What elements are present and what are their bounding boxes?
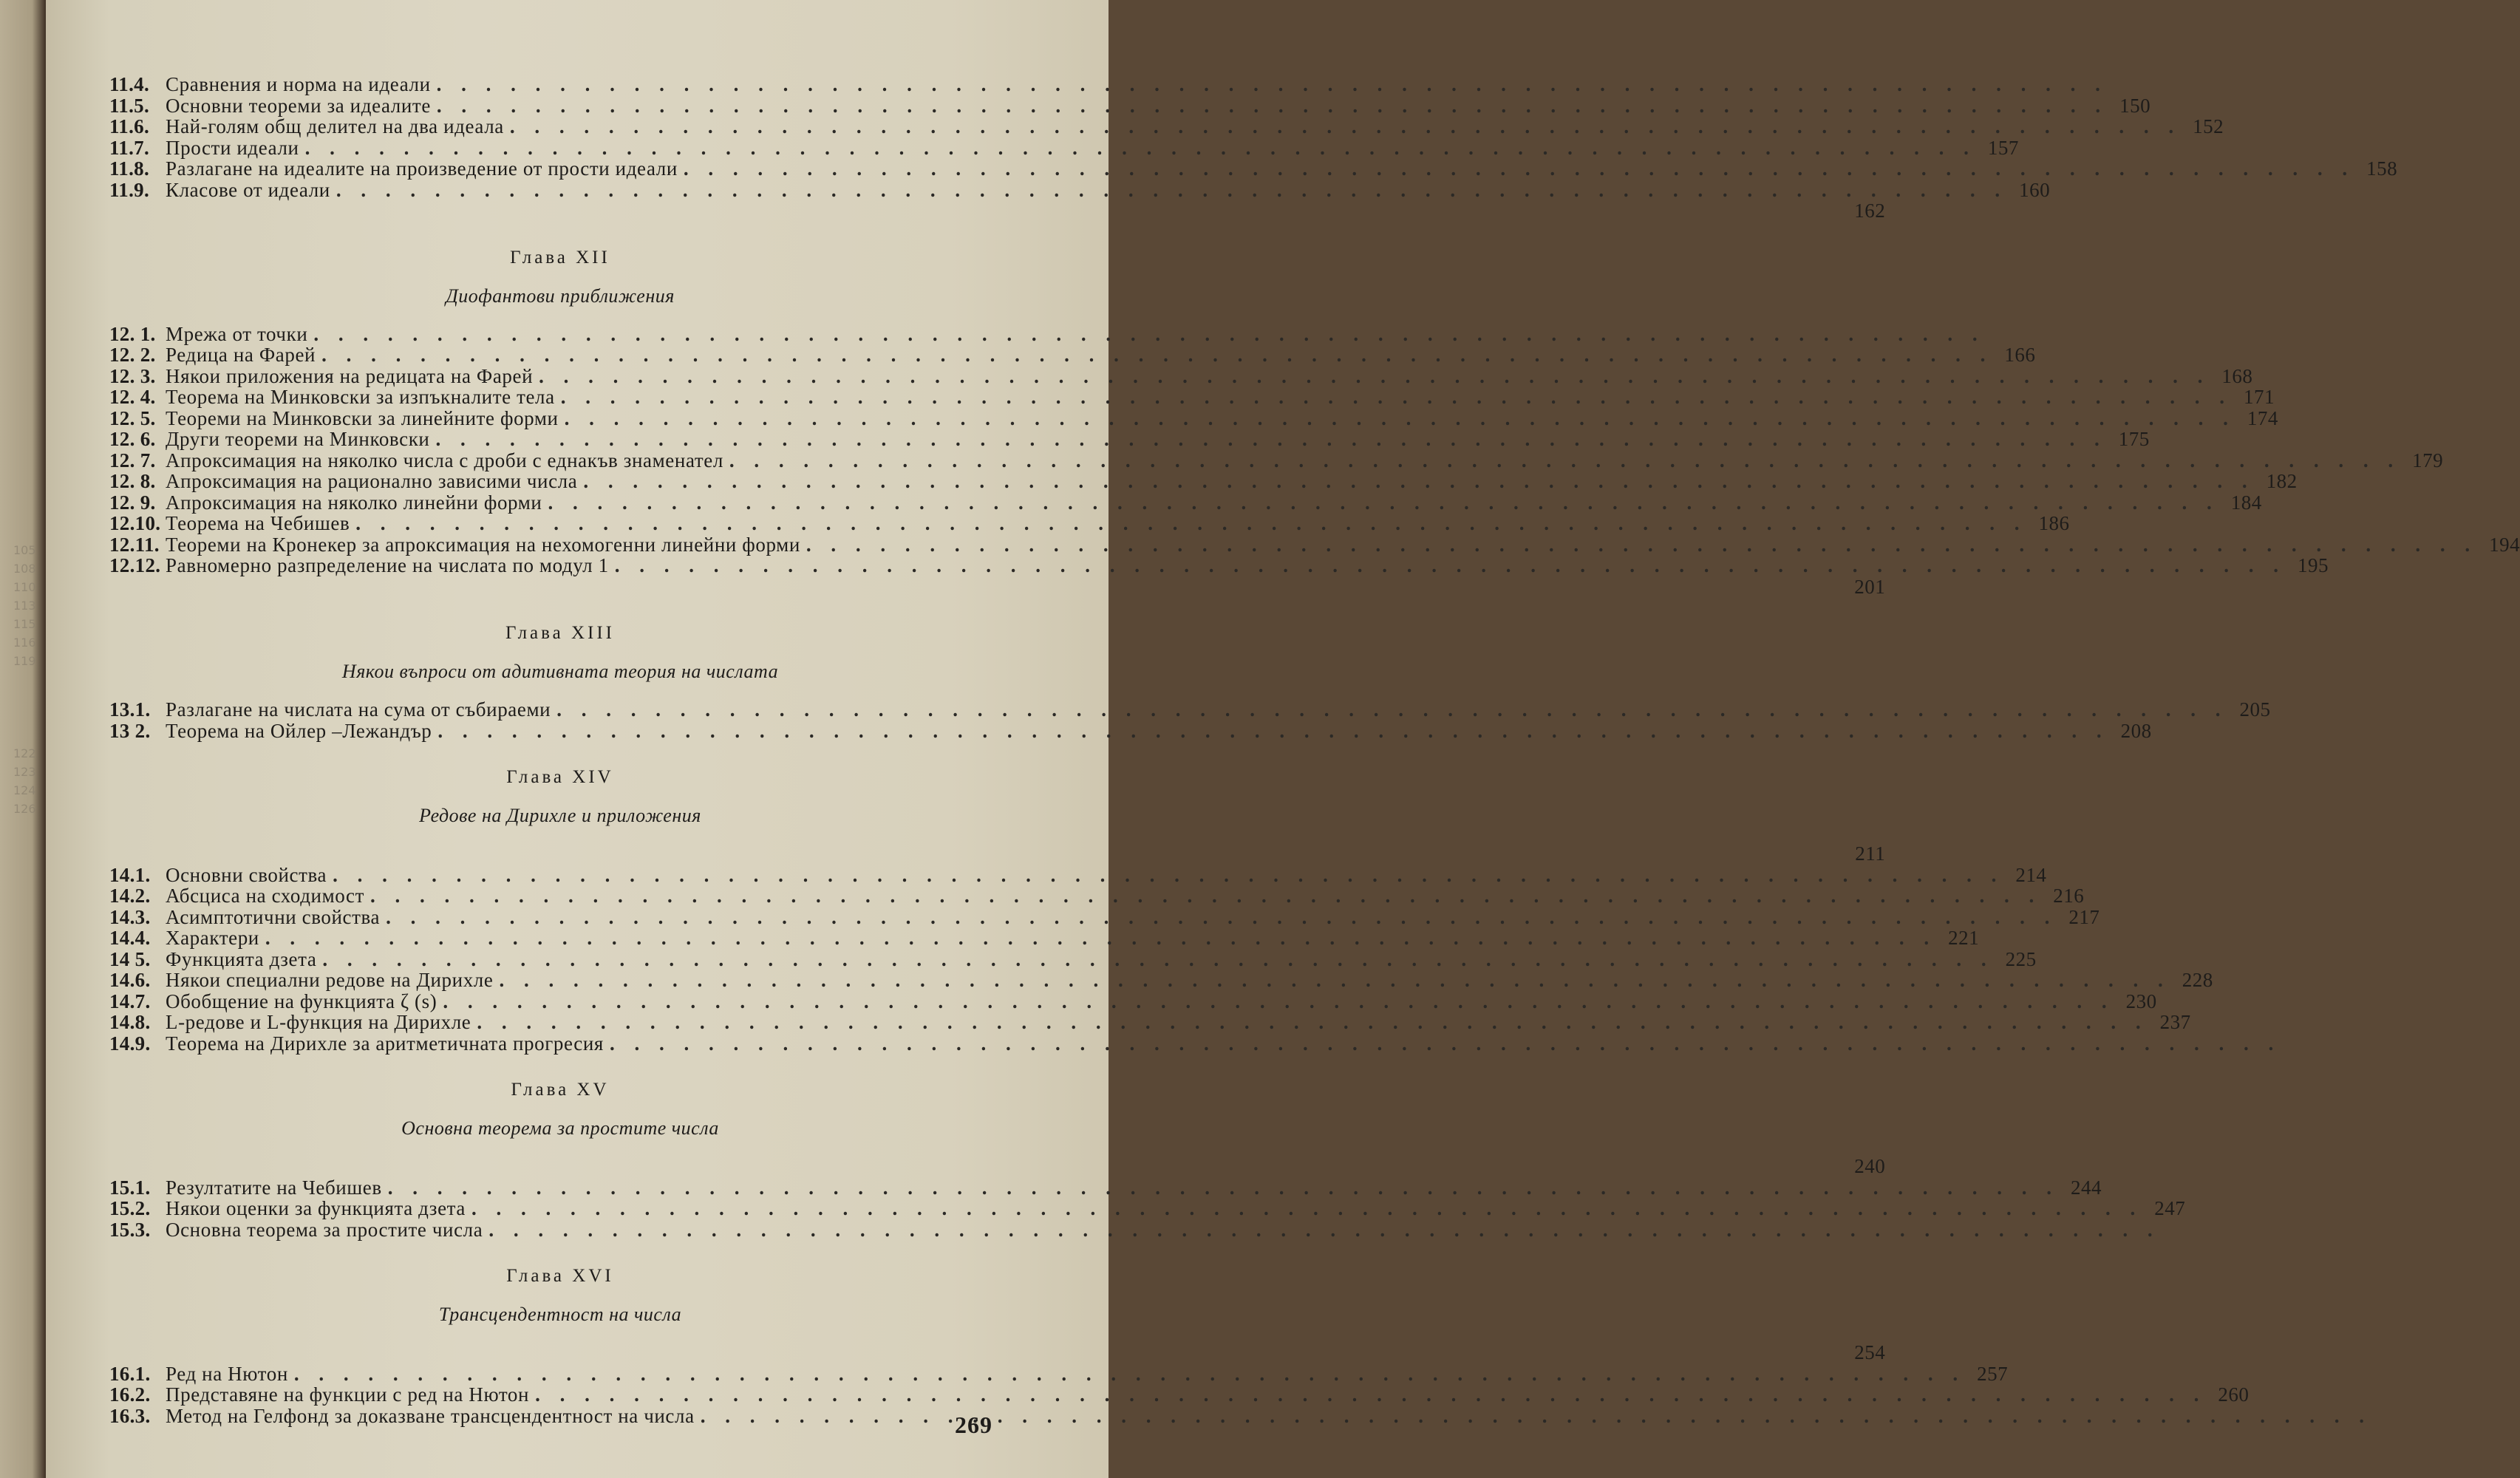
- page-reference: 260: [2218, 1383, 2250, 1406]
- chapter-heading: Глава XII: [510, 247, 610, 268]
- chapter-heading: Глава XVI: [506, 1266, 614, 1286]
- dot-leader: [432, 721, 2108, 742]
- page-reference: 158: [2366, 157, 2398, 180]
- dot-leader: [483, 1219, 2159, 1241]
- chapter-heading: Глава XV: [511, 1080, 610, 1100]
- dot-leader: [800, 534, 2477, 556]
- toc-entry: [109, 554, 2329, 576]
- dot-leader: [431, 74, 2108, 95]
- section-title: Представяне на функции с ред на Нютон: [166, 1383, 530, 1406]
- page-reference: 254: [1854, 1341, 1886, 1363]
- toc-entry: [109, 1197, 2186, 1219]
- section-title: Абсциса на сходимост: [166, 885, 365, 907]
- page-reference: 195: [2297, 554, 2329, 576]
- section-title: L-редове и L-функция на Дирихле: [166, 1011, 471, 1033]
- toc-entry: [109, 1011, 2191, 1033]
- toc-entry: [109, 200, 1886, 222]
- toc-entry: [109, 1176, 2102, 1199]
- section-number: 12. 9.: [109, 491, 156, 514]
- dot-leader: [609, 555, 2286, 576]
- toc-entry: [109, 491, 2262, 514]
- section-number: 11.9.: [109, 178, 150, 201]
- dot-leader: [678, 158, 2354, 180]
- dot-leader: [380, 907, 2057, 928]
- dot-leader: [259, 927, 1936, 949]
- section-title: Теорема на Дирихле за аритметичната прогресия: [166, 1032, 604, 1055]
- page-reference: 240: [1854, 1155, 1886, 1177]
- section-title: Редица на Фарей: [166, 344, 316, 366]
- toc-entry: [109, 512, 2070, 534]
- section-number: 12.11.: [109, 533, 160, 556]
- dot-leader: [695, 1406, 2371, 1427]
- chapter-title: Диофантови приближения: [446, 285, 675, 307]
- page-reference: 211: [1855, 842, 1886, 865]
- toc-entry: [109, 575, 1886, 598]
- dot-leader: [382, 1177, 2059, 1199]
- section-title: Теорема на Минковски за изпъкналите тела: [166, 386, 555, 408]
- toc-entry: [109, 1406, 981, 1427]
- margin-number: 116: [13, 636, 36, 650]
- section-number: 14.8.: [109, 1011, 151, 1033]
- section-title: Апроксимация на няколко линейни форми: [166, 491, 542, 514]
- dot-leader: [429, 429, 2106, 450]
- margin-number: 108: [13, 562, 36, 576]
- section-title: Равномерно разпределение на числата по модул 1: [166, 554, 609, 576]
- section-number: 16.1.: [109, 1362, 151, 1385]
- margin-number: 126: [13, 802, 36, 816]
- section-number: 11.6.: [109, 115, 150, 137]
- dot-leader: [577, 471, 2254, 492]
- section-number: 12. 1.: [109, 322, 156, 345]
- chapter-title: Някои въпроси от адитивната теория на числата: [341, 661, 779, 682]
- toc-entry: [109, 449, 2444, 471]
- margin-number: 122: [13, 746, 36, 760]
- page-reference: 166: [2004, 344, 2036, 366]
- page-reference: 162: [1854, 200, 1886, 222]
- toc-entry: [109, 842, 1886, 865]
- dot-leader: [350, 513, 2026, 534]
- toc-entry: [109, 406, 2278, 429]
- section-title: Асимптотични свойства: [166, 905, 381, 928]
- toc-entry: [109, 364, 2253, 387]
- page-reference: 184: [2230, 491, 2262, 514]
- toc-entry: [109, 344, 2036, 366]
- section-title: Мрежа от точки: [166, 322, 308, 345]
- dot-leader: [471, 1012, 2148, 1033]
- section-title: Основни свойства: [166, 863, 327, 886]
- section-number: 12. 6.: [109, 428, 156, 450]
- dot-leader: [493, 970, 2170, 991]
- section-title: Някои приложения на редицата на Фарей: [166, 364, 534, 387]
- section-number: 14.6.: [109, 969, 151, 991]
- page-reference: 175: [2118, 428, 2150, 450]
- section-title: Теорема на Чебишев: [166, 512, 350, 534]
- section-title: Теорема на Ойлер –Лежандър: [166, 719, 432, 742]
- chapter-heading: Глава XIV: [506, 767, 614, 787]
- section-number: 15.3.: [109, 1218, 151, 1241]
- margin-number: 124: [13, 783, 36, 797]
- left-page-edge: [0, 0, 46, 1478]
- section-title: Други теореми на Минковски: [166, 428, 430, 450]
- section-number: 14.4.: [109, 927, 151, 949]
- margin-number: 123: [13, 765, 36, 779]
- toc-entry: [109, 1362, 2009, 1385]
- page-reference: 160: [2019, 178, 2051, 201]
- section-title: Обобщение на функцията ζ (s): [166, 990, 437, 1012]
- dot-leader: [330, 180, 2007, 201]
- dot-leader: [559, 408, 2235, 429]
- section-number: 12. 2.: [109, 344, 156, 366]
- dot-leader: [437, 991, 2114, 1012]
- page-reference: 201: [1854, 575, 1886, 598]
- toc-entry: [109, 1219, 981, 1241]
- chapter-heading: Глава XIII: [505, 623, 615, 643]
- page-reference: 208: [2120, 719, 2152, 742]
- toc-entry: [109, 947, 2037, 970]
- dot-leader: [551, 699, 2227, 721]
- dot-leader: [431, 95, 2108, 117]
- dot-leader: [327, 865, 2003, 886]
- margin-number: 119: [13, 654, 36, 668]
- chapter-title: Трансцендентност на числа: [438, 1304, 682, 1325]
- section-number: 11.5.: [109, 94, 150, 117]
- section-number: 16.3.: [109, 1404, 151, 1427]
- dot-leader: [316, 949, 1993, 970]
- section-title: Прости идеали: [166, 136, 299, 159]
- page-reference: 171: [2243, 386, 2275, 408]
- section-title: Разлагане на числата на сума от събираеми: [166, 698, 551, 721]
- section-title: Теореми на Минковски за линейните форми: [166, 406, 559, 429]
- margin-number: 113: [13, 599, 36, 613]
- section-title: Някои оценки за функцията дзета: [166, 1197, 466, 1219]
- toc-entry: [109, 1155, 1886, 1177]
- section-title: Основна теорема за простите числа: [166, 1218, 483, 1241]
- toc-entry: [109, 74, 981, 95]
- page-reference: 244: [2070, 1176, 2102, 1199]
- toc-entry: [109, 863, 2047, 886]
- section-title: Метод на Гелфонд за доказване трансцендентност на числа: [166, 1404, 695, 1427]
- page-reference: 217: [2068, 905, 2100, 928]
- toc-entry: [109, 178, 2051, 201]
- section-number: 12.10.: [109, 512, 161, 534]
- dot-leader: [307, 324, 1984, 345]
- toc-entry: [109, 136, 2019, 159]
- dot-leader: [466, 1198, 2142, 1219]
- dot-leader: [316, 344, 1992, 366]
- section-title: Основни теореми за идеалите: [166, 94, 431, 117]
- toc-entry: [109, 386, 2275, 408]
- page-reference: 221: [1948, 927, 1980, 949]
- section-title: Резултатите на Чебишев: [166, 1176, 382, 1199]
- page-reference: 150: [2119, 94, 2151, 117]
- page-reference: 230: [2125, 990, 2157, 1012]
- dot-leader: [533, 366, 2210, 387]
- margin-number: 115: [13, 617, 36, 631]
- toc-entry: [109, 1341, 1886, 1363]
- section-title: Функцията дзета: [166, 947, 317, 970]
- section-number: 15.1.: [109, 1176, 151, 1199]
- page-reference: 216: [2053, 885, 2085, 907]
- section-number: 13.1.: [109, 698, 151, 721]
- toc-entry: [109, 885, 2085, 907]
- page-reference: 257: [1977, 1362, 2009, 1385]
- toc-entry: [109, 719, 2152, 742]
- chapter-title: Основна теорема за простите числа: [401, 1117, 719, 1139]
- toc-entry: [109, 324, 981, 345]
- dot-leader: [299, 137, 1976, 159]
- toc-entry: [109, 990, 2157, 1012]
- section-number: 14.9.: [109, 1032, 151, 1055]
- toc-entry: [109, 157, 2398, 180]
- margin-number: 105: [13, 543, 36, 557]
- section-number: 14 5.: [109, 947, 151, 970]
- section-number: 14.3.: [109, 905, 151, 928]
- section-title: Сравнения и норма на идеали: [166, 73, 431, 95]
- dot-leader: [604, 1033, 2281, 1055]
- section-number: 14.7.: [109, 990, 151, 1012]
- page-reference: 194: [2489, 533, 2520, 556]
- section-title: Апроксимация на рационално зависими числа: [166, 470, 578, 492]
- toc-entry: [109, 1033, 981, 1055]
- page-reference: 174: [2247, 406, 2278, 429]
- section-title: Някои специални редове на Дирихле: [166, 969, 494, 991]
- toc-entry: [109, 905, 2100, 928]
- dot-leader: [542, 492, 2218, 514]
- dot-leader: [364, 885, 2041, 907]
- page-reference: 247: [2154, 1197, 2186, 1219]
- page-reference: 186: [2038, 512, 2070, 534]
- section-title: Най-голям общ делител на два идеала: [166, 115, 504, 137]
- section-number: 12. 3.: [109, 364, 156, 387]
- chapter-title: Редове на Дирихле и приложения: [419, 805, 701, 826]
- dot-leader: [288, 1363, 1965, 1385]
- page-reference: 182: [2266, 470, 2298, 492]
- toc-entry: [109, 533, 2520, 556]
- section-number: 12. 4.: [109, 386, 156, 408]
- dot-leader: [529, 1384, 2206, 1406]
- section-number: 11.8.: [109, 157, 150, 180]
- margin-number: 110: [13, 580, 36, 594]
- toc-entry: [109, 1383, 2250, 1406]
- toc-entry: [109, 115, 2224, 137]
- toc-entry: [109, 428, 2150, 450]
- section-number: 12.12.: [109, 554, 161, 576]
- section-number: 12. 8.: [109, 470, 156, 492]
- section-title: Класове от идеали: [166, 178, 330, 201]
- section-number: 16.2.: [109, 1383, 151, 1406]
- section-title: Теореми на Кронекер за апроксимация на нехомогенни линейни форми: [166, 533, 800, 556]
- toc-entry: [109, 470, 2298, 492]
- toc-entry: [109, 927, 1980, 949]
- dot-leader: [555, 386, 2232, 408]
- section-title: Апроксимация на няколко числа с дроби с еднакъв знаменател: [166, 449, 723, 471]
- section-title: Ред на Нютон: [166, 1362, 288, 1385]
- page-reference: 152: [2193, 115, 2224, 137]
- page-reference: 228: [2182, 969, 2213, 991]
- page-reference: 179: [2412, 449, 2444, 471]
- section-number: 15.2.: [109, 1197, 151, 1219]
- section-number: 11.4.: [109, 73, 150, 95]
- page-number: 269: [955, 1411, 992, 1438]
- section-number: 13 2.: [109, 719, 151, 742]
- toc-entry: [109, 969, 2213, 991]
- section-title: Разлагане на идеалите на произведение от прости идеали: [166, 157, 678, 180]
- page-reference: 214: [2015, 863, 2047, 886]
- section-number: 12. 5.: [109, 406, 156, 429]
- page-reference: 205: [2239, 698, 2271, 721]
- section-number: 12. 7.: [109, 449, 156, 471]
- toc-entry: [109, 698, 2271, 721]
- page-reference: 157: [1987, 136, 2019, 159]
- dot-leader: [723, 450, 2400, 471]
- section-number: 14.1.: [109, 863, 151, 886]
- section-number: 11.7.: [109, 136, 150, 159]
- page-reference: 237: [2159, 1011, 2191, 1033]
- toc-entry: [109, 94, 2151, 117]
- page-reference: 225: [2005, 947, 2037, 970]
- dot-leader: [504, 116, 2181, 137]
- section-title: Характери: [166, 927, 259, 949]
- page-reference: 168: [2221, 364, 2253, 387]
- section-number: 14.2.: [109, 885, 151, 907]
